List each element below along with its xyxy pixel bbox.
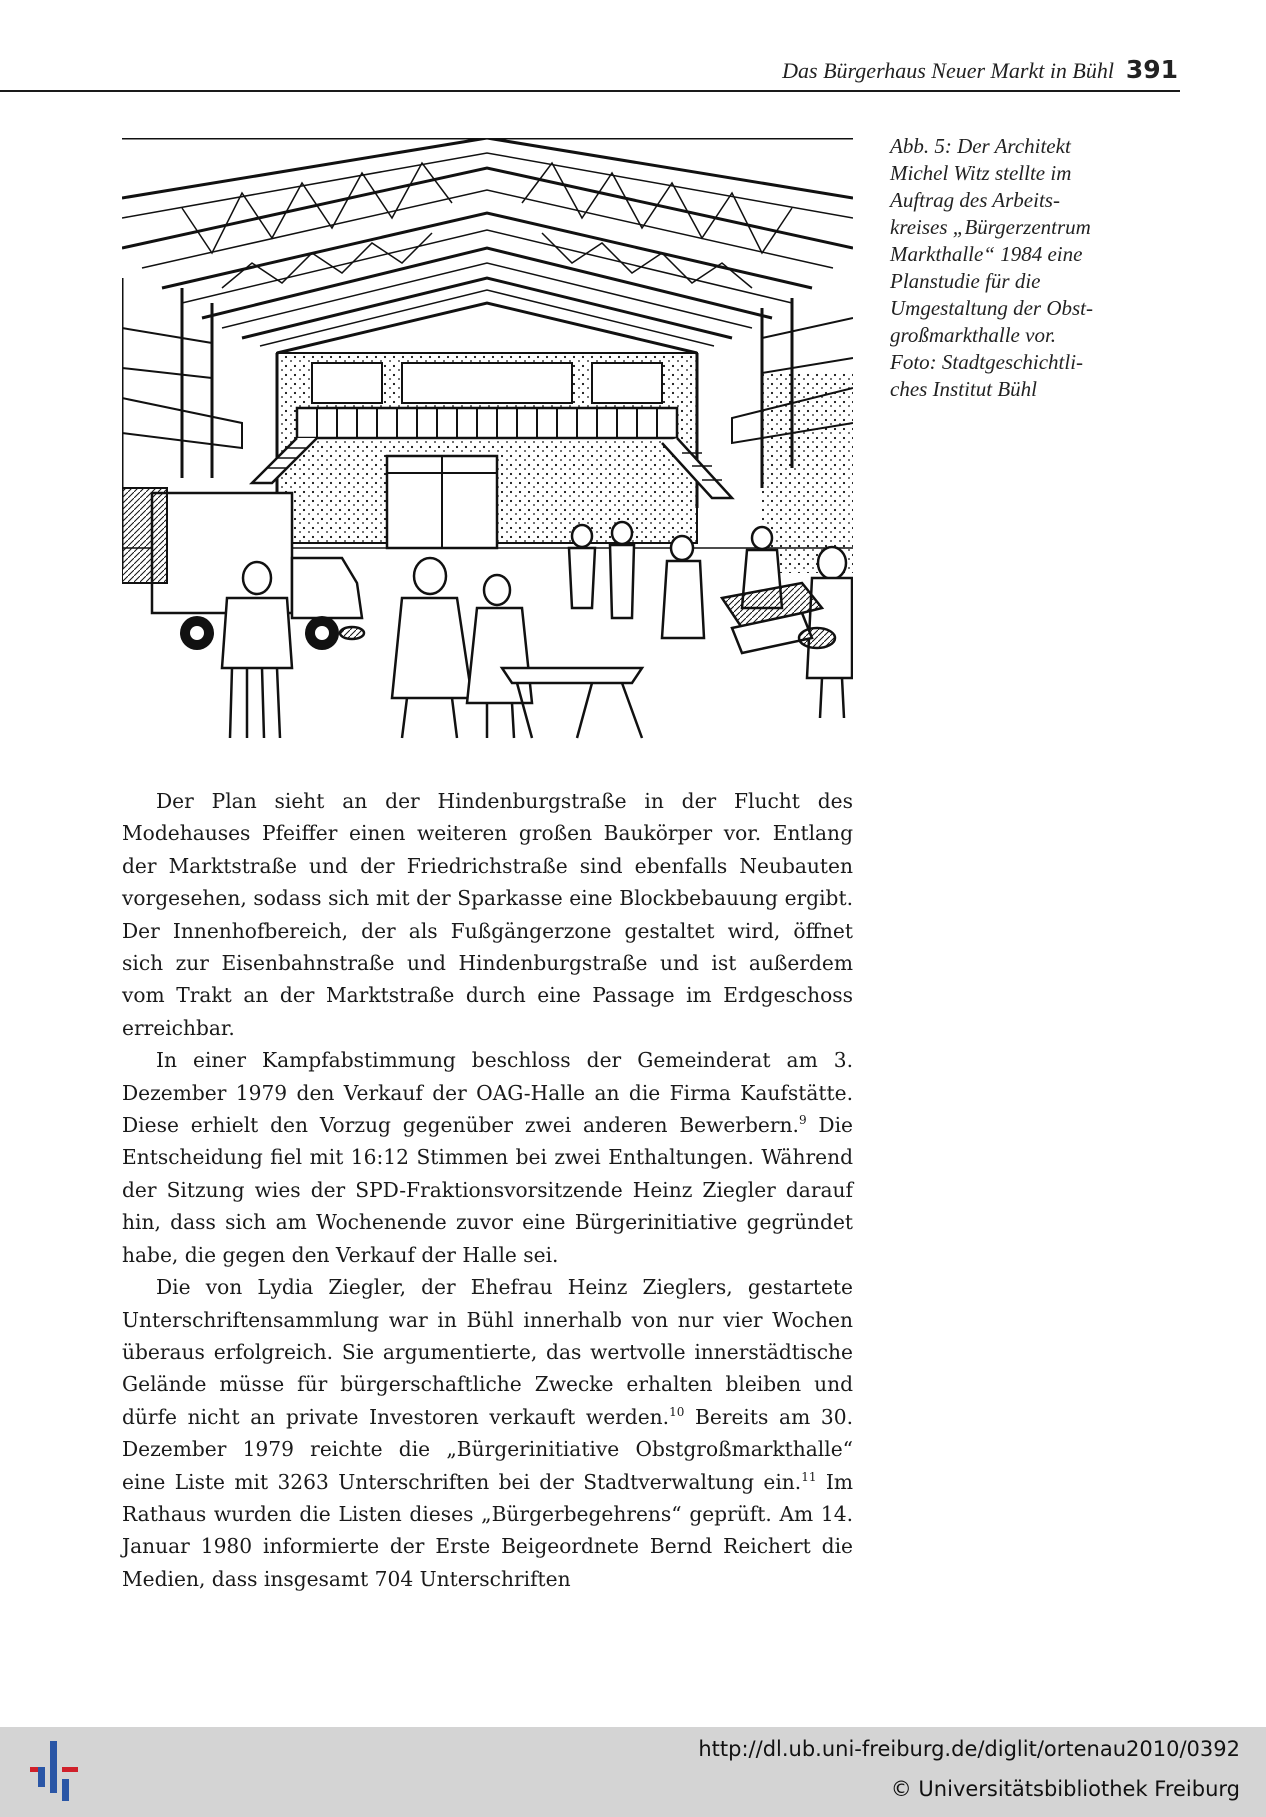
footnote-ref[interactable]: 10 — [669, 1404, 685, 1419]
paragraph-1 — [122, 785, 853, 1044]
library-logo-icon — [30, 1739, 80, 1809]
caption-line: Markthalle“ 1984 eine — [890, 242, 1083, 266]
caption-line: kreises „Bürgerzentrum — [890, 215, 1091, 239]
caption-line: Umgestaltung der Obst- — [890, 296, 1093, 320]
caption-line: großmarkthalle vor. — [890, 323, 1057, 347]
paragraph-text: Die von Lydia Ziegler, der Ehefrau Heinz Zieglers, gestartete Unterschriftensammlung war in Bühl innerhalb von nur vier Wochen überaus erfolgreich. Sie argumentierte, das wertvolle innerstädtische Gelände müsse für bürgerschaftliche Zwecke erhalten bleiben und dürfe nicht an private Investoren verkauft werden. — [122, 1275, 853, 1429]
caption-line: ches Institut Bühl — [890, 377, 1037, 401]
permalink-url[interactable]: http://dl.ub.uni-freiburg.de/diglit/ortenau2010/0392 — [698, 1737, 1240, 1761]
caption-line: Michel Witz stellte im — [890, 161, 1072, 185]
market-hall-illustration — [122, 138, 853, 744]
copyright-notice: © Universitätsbibliothek Freiburg — [890, 1777, 1240, 1801]
caption-line: Abb. 5: Der Architekt — [890, 134, 1071, 158]
paragraph-text: Die Entscheidung fiel mit 16:12 Stimmen bei zwei Enthaltungen. Während der Sitzung wies der SPD-Fraktionsvorsitzende Heinz Ziegler darauf hin, dass sich am Wochenende zuvor eine Bürgerinitiative gegründet habe, die gegen den Verkauf der Halle sei. — [122, 1113, 853, 1267]
body-text — [122, 785, 853, 1595]
footer-bar — [0, 1727, 1266, 1817]
paragraph-text: In einer Kampfabstimmung beschloss der Gemeinderat am 3. Dezember 1979 den Verkauf der OAG-Halle an die Firma Kaufstätte. Diese erhielt den Vorzug gegenüber zwei anderen Bewerbern. — [122, 1048, 853, 1138]
paragraph-text: Der Plan sieht an der Hindenburgstraße in der Flucht des Modehauses Pfeiffer einen weiteren großen Baukörper vor. Entlang der Marktstraße und der Friedrichstraße sind ebenfalls Neubauten vorgesehen, sodass sich mit der Sparkasse eine Blockbebauung ergibt. Der Innenhofbereich, der als Fußgängerzone gestaltet wird, öffnet sich zur Eisenbahnstraße und Hindenburgstraße und ist außerdem vom Trakt an der Marktstraße durch eine Passage im Erdgeschoss erreichbar. — [122, 789, 853, 1040]
caption-line: Auftrag des Arbeits- — [890, 188, 1060, 212]
footnote-ref[interactable]: 9 — [798, 1113, 807, 1128]
paragraph-text: Im Rathaus wurden die Listen dieses „Bürgerbegehrens“ geprüft. Am 14. Januar 1980 informierte der Erste Beigeordnete Bernd Reichert die Medien, dass insgesamt 704 Unterschriften — [122, 1469, 853, 1591]
running-title: Das Bürgerhaus Neuer Markt in Bühl — [782, 58, 1114, 83]
header-rule — [0, 90, 1180, 92]
caption-line: Foto: Stadtgeschichtli- — [890, 350, 1084, 374]
figure-caption — [890, 133, 1130, 403]
paragraph-2 — [122, 1044, 853, 1271]
caption-line: Planstudie für die — [890, 269, 1041, 293]
paragraph-3 — [122, 1271, 853, 1595]
page-number: 391 — [1125, 55, 1178, 84]
paragraph-text: Bereits am 30. Dezember 1979 reichte die „Bürgerinitiative Obstgroßmarkthalle“ eine Liste mit 3263 Unterschriften bei der Stadtverwaltung ein. — [122, 1404, 854, 1494]
footnote-ref[interactable]: 11 — [801, 1469, 817, 1484]
